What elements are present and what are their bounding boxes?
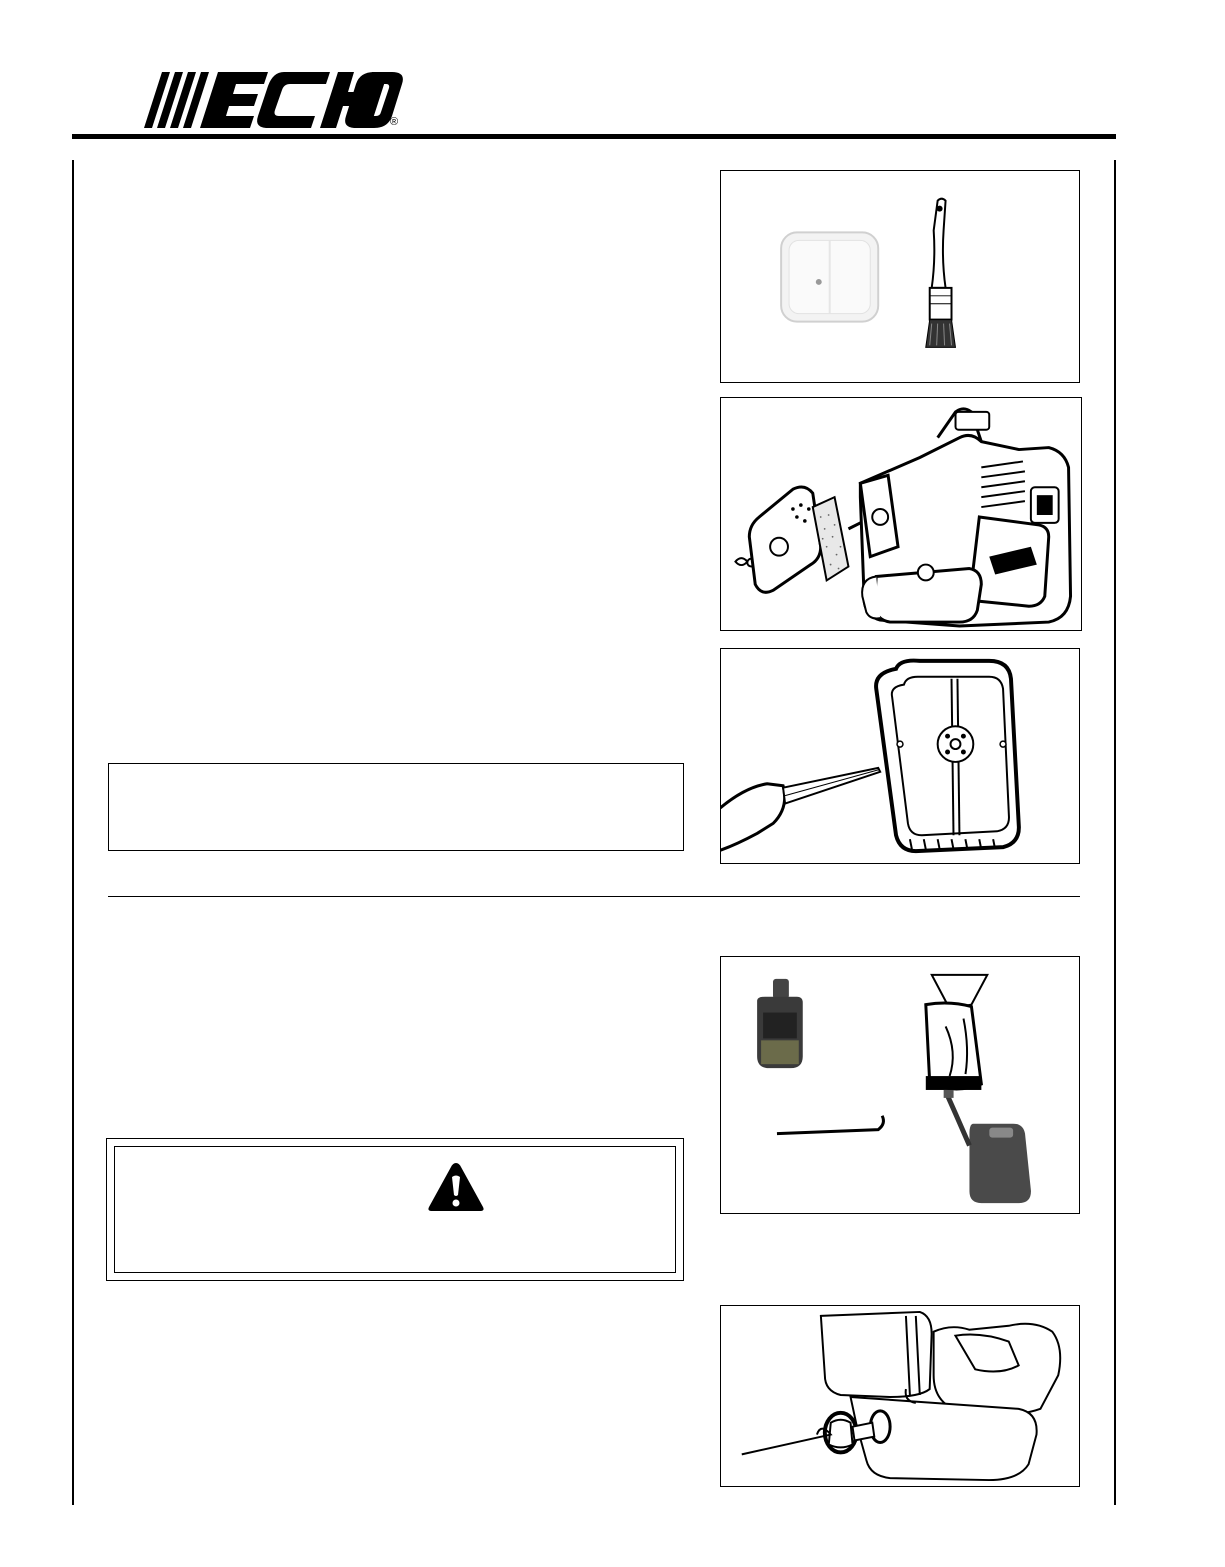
warning-triangle-icon xyxy=(427,1161,485,1213)
echo-logo-mark xyxy=(140,70,410,132)
figure-air-filter-and-brush xyxy=(720,170,1080,383)
note-box xyxy=(108,763,684,851)
figure-fuel-tank-pickup xyxy=(720,1305,1080,1487)
air-filter-brush-illustration xyxy=(721,171,1079,382)
figure-fuel-filter-tools xyxy=(720,956,1080,1214)
echo-logo xyxy=(140,70,410,132)
warning-box xyxy=(106,1138,684,1281)
fuel-filter-tools-illustration xyxy=(721,957,1079,1213)
registered-mark: ® xyxy=(390,116,399,128)
figure-engine-air-cleaner-exploded xyxy=(720,397,1082,631)
fuel-tank-pickup-illustration xyxy=(721,1306,1079,1486)
filter-housing-illustration xyxy=(721,649,1079,863)
right-margin-rule xyxy=(1114,160,1116,1505)
warning-box-inner-border xyxy=(114,1146,676,1273)
warning-triangle-graphic xyxy=(427,1161,485,1213)
section-divider xyxy=(108,896,1080,897)
figure-filter-housing-screwdriver xyxy=(720,648,1080,864)
left-margin-rule xyxy=(72,160,74,1505)
engine-exploded-illustration xyxy=(721,398,1081,630)
header-rule xyxy=(72,134,1116,139)
